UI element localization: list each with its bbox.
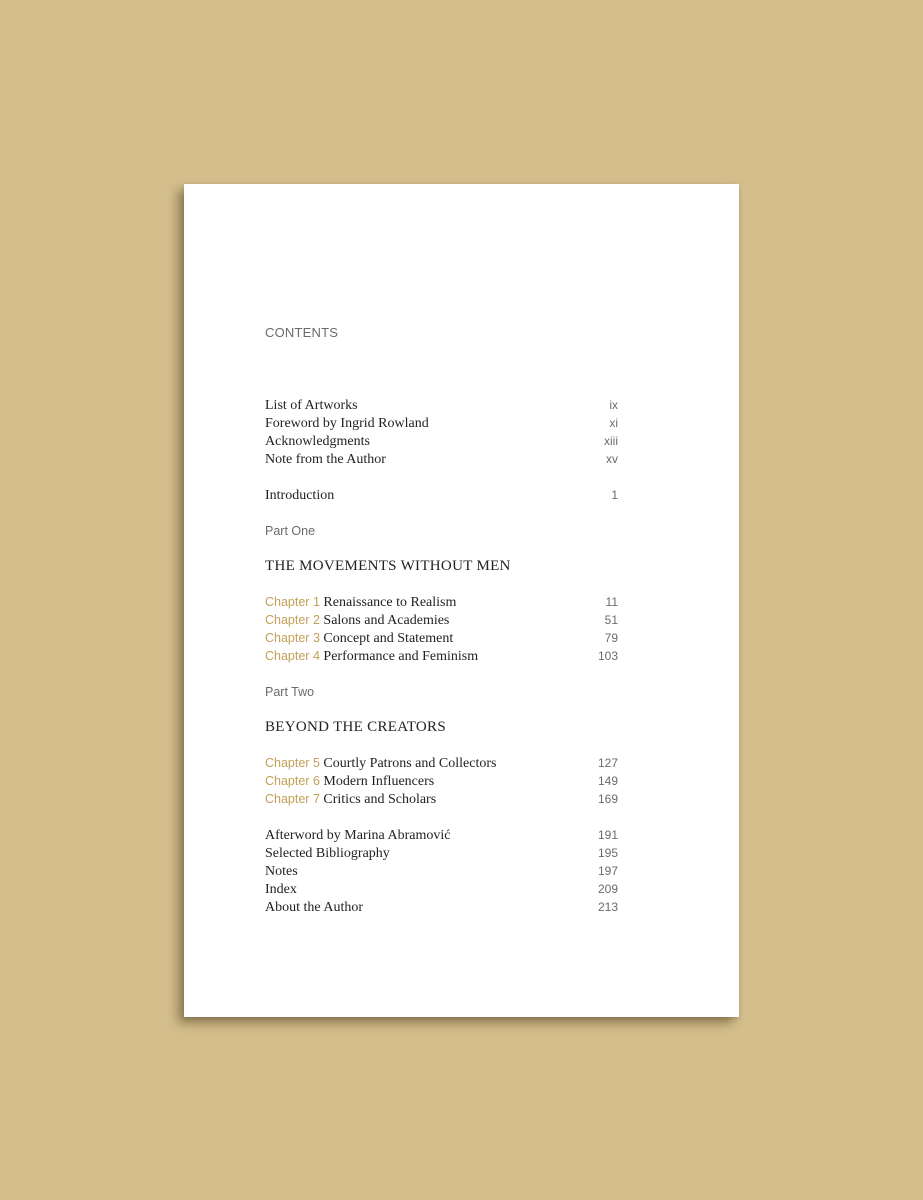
entry-page-number: 209	[597, 882, 618, 896]
back-matter-list	[265, 826, 618, 916]
entry-title: Selected Bibliography	[265, 846, 390, 861]
entry-page-number: 191	[597, 828, 618, 842]
entry-title: About the Author	[265, 900, 363, 915]
toc-chapter-entry[interactable]	[265, 772, 618, 790]
entry-page-number: 51	[604, 613, 618, 627]
part-two-chapter-list	[265, 754, 618, 808]
entry-title: Notes	[265, 864, 298, 879]
toc-entry[interactable]	[265, 898, 618, 916]
front-matter-list	[265, 396, 618, 468]
entry-title: Note from the Author	[265, 452, 386, 467]
toc-chapter-entry[interactable]	[265, 629, 618, 647]
toc-entry-introduction[interactable]	[265, 486, 618, 504]
chapter-label: Chapter 7	[265, 792, 320, 806]
toc-entry[interactable]	[265, 396, 618, 414]
chapter-title: Performance and Feminism	[323, 649, 479, 664]
contents-heading: CONTENTS	[265, 325, 339, 340]
chapter-label: Chapter 1	[265, 595, 320, 609]
chapter-label: Chapter 3	[265, 631, 320, 645]
entry-title: List of Artworks	[265, 398, 358, 413]
entry-page-number: 127	[597, 756, 618, 770]
part-one-chapter-list	[265, 593, 618, 665]
toc-chapter-entry[interactable]	[265, 647, 618, 665]
toc-entry[interactable]	[265, 826, 618, 844]
entry-page-number: 149	[597, 774, 618, 788]
part-one-title: THE MOVEMENTS WITHOUT MEN	[265, 558, 511, 574]
entry-page-number: xv	[606, 452, 618, 466]
chapter-label: Chapter 6	[265, 774, 320, 788]
chapter-label: Chapter 5	[265, 756, 320, 770]
entry-title: Index	[265, 882, 297, 897]
chapter-title: Modern Influencers	[323, 774, 435, 789]
entry-page-number: xi	[609, 416, 618, 430]
entry-title: Foreword by Ingrid Rowland	[265, 416, 429, 431]
entry-page-number: ix	[609, 398, 618, 412]
toc-entry[interactable]	[265, 880, 618, 898]
entry-page-number: 197	[597, 864, 618, 878]
part-one-label: Part One	[265, 524, 316, 538]
entry-page-number: 11	[605, 595, 618, 609]
chapter-title: Concept and Statement	[323, 631, 454, 646]
toc-chapter-entry[interactable]	[265, 754, 618, 772]
toc-chapter-entry[interactable]	[265, 790, 618, 808]
entry-page-number: 195	[597, 846, 618, 860]
book-page	[184, 184, 739, 1017]
entry-page-number: xiii	[604, 434, 618, 448]
toc-entry[interactable]	[265, 844, 618, 862]
chapter-title: Critics and Scholars	[323, 792, 437, 807]
toc-chapter-entry[interactable]	[265, 611, 618, 629]
table-of-contents	[265, 324, 618, 916]
entry-title: Introduction	[265, 488, 335, 503]
entry-page-number: 103	[597, 649, 618, 663]
toc-chapter-entry[interactable]	[265, 593, 618, 611]
entry-page-number: 213	[597, 900, 618, 914]
entry-title: Afterword by Marina Abramović	[265, 828, 451, 843]
chapter-title: Courtly Patrons and Collectors	[323, 756, 497, 771]
part-two-label: Part Two	[265, 685, 315, 699]
entry-page-number: 169	[597, 792, 618, 806]
chapter-title: Renaissance to Realism	[323, 595, 457, 610]
entry-page-number: 1	[611, 488, 618, 502]
chapter-label: Chapter 2	[265, 613, 320, 627]
toc-entry[interactable]	[265, 432, 618, 450]
part-two-title: BEYOND THE CREATORS	[265, 719, 446, 735]
toc-entry[interactable]	[265, 414, 618, 432]
chapter-title: Salons and Academies	[323, 613, 450, 628]
toc-entry[interactable]	[265, 450, 618, 468]
entry-page-number: 79	[604, 631, 618, 645]
chapter-label: Chapter 4	[265, 649, 320, 663]
toc-entry[interactable]	[265, 862, 618, 880]
entry-title: Acknowledgments	[265, 434, 370, 449]
